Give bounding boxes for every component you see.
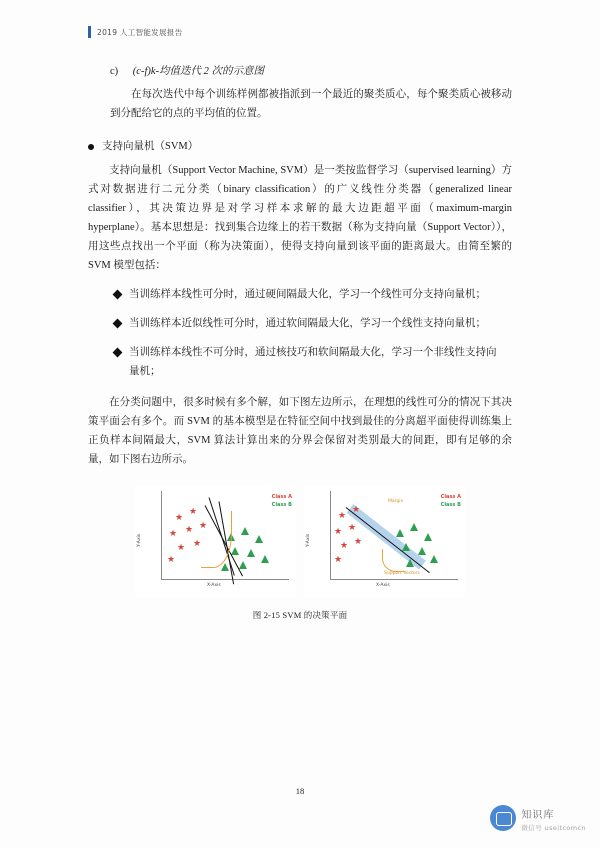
legend-item-class-a: Class A — [271, 494, 292, 500]
figure-right-plot — [304, 485, 465, 597]
data-point-class-a: ★ — [352, 504, 361, 514]
data-point-class-a: ★ — [189, 506, 198, 516]
list-item — [88, 285, 512, 304]
data-point-class-b — [406, 559, 414, 567]
data-point-class-b — [396, 529, 404, 537]
figure-2-15 — [88, 485, 512, 597]
y-axis-line — [330, 491, 331, 579]
list-item-text: 当训练样本线性不可分时，通过核技巧和软间隔最大化，学习一个非线性支持向量机； — [129, 347, 497, 377]
running-header — [88, 26, 182, 38]
annotation-margin: Margin — [388, 499, 404, 504]
watermark-subtitle: 微信号 useitcomcn — [521, 824, 586, 832]
data-point-class-a: ★ — [169, 528, 178, 538]
decision-boundary-curve — [201, 511, 232, 568]
data-point-class-a: ★ — [340, 540, 349, 550]
x-axis-line — [161, 579, 289, 580]
data-point-class-a: ★ — [199, 520, 208, 530]
data-point-class-b — [424, 533, 432, 541]
y-axis-label: Y-Axis — [306, 533, 311, 547]
legend-item-class-b: Class B — [271, 502, 292, 508]
running-header-text: 2019 人工智能发展报告 — [97, 27, 183, 37]
data-point-class-a: ★ — [334, 554, 343, 564]
data-point-class-a: ★ — [185, 524, 194, 534]
data-point-class-a: ★ — [193, 538, 202, 548]
watermark-title: 知识库 — [521, 810, 555, 821]
data-point-class-a: ★ — [348, 522, 357, 532]
x-axis-label: X-Axis — [207, 583, 221, 588]
diamond-bullet-icon — [113, 319, 123, 329]
paragraph-svm-margin: 在分类问题中，很多时候有多个解，如下图左边所示，在理想的线性可分的情况下其决策平面会有多个。而 SVM 的基本模型是在特征空间中找到最佳的分离超平面使得训练集上正负样本间隔最大，SVM 算法计算出来的分界会保留对类别最大的间距，即有足够的余量，如下图右边所示。 — [88, 397, 512, 465]
item-c-text: (c-f)k-均值迭代 2 次的示意图 — [132, 66, 265, 77]
figure-left-plot — [135, 485, 296, 597]
x-axis-line — [330, 579, 458, 580]
data-point-class-b — [241, 527, 249, 535]
bullet-svm-label: 支持向量机（SVM） — [102, 141, 199, 152]
legend-item-class-b: Class B — [440, 502, 461, 508]
data-point-class-b — [231, 547, 239, 555]
list-item — [88, 343, 512, 381]
legend-item-class-a: Class A — [440, 494, 461, 500]
annotation-leader-line — [382, 549, 405, 572]
data-point-class-b — [255, 535, 263, 543]
list-item-text: 当训练样本近似线性可分时，通过软间隔最大化，学习一个线性支持向量机； — [129, 318, 486, 329]
legend — [272, 493, 292, 509]
page-content — [88, 62, 512, 621]
data-point-class-b — [221, 563, 229, 571]
page-number: 18 — [295, 786, 305, 796]
data-point-class-a: ★ — [338, 510, 347, 520]
bullet-svm-row — [88, 137, 512, 156]
diamond-bullet-icon — [113, 348, 123, 358]
item-c-heading — [88, 62, 512, 81]
data-point-class-a: ★ — [177, 542, 186, 552]
data-point-class-b — [239, 561, 247, 569]
watermark-logo-icon — [490, 805, 516, 831]
data-point-class-b — [418, 547, 426, 555]
paragraph-kmeans: 在每次迭代中每个训练样例都被指派到一个最近的聚类质心，每个聚类质心被移动到分配给它的点的平均值的位置。 — [110, 89, 512, 119]
list-item-text: 当训练样本线性可分时，通过硬间隔最大化，学习一个线性可分支持向量机； — [129, 289, 486, 300]
data-point-class-a: ★ — [167, 554, 176, 564]
item-c-label: c) — [110, 66, 119, 77]
data-point-class-b — [261, 555, 269, 563]
diamond-bullet-icon — [113, 290, 123, 300]
watermark — [490, 805, 586, 832]
data-point-class-a: ★ — [354, 536, 363, 546]
y-axis-label: Y-Axis — [137, 533, 142, 547]
data-point-class-a: ★ — [175, 512, 184, 522]
y-axis-line — [161, 491, 162, 579]
data-point-class-b — [430, 555, 438, 563]
list-item — [88, 314, 512, 333]
x-axis-label: X-Axis — [376, 583, 390, 588]
bullet-dot-icon — [88, 144, 94, 150]
paragraph-svm-definition: 支持向量机（Support Vector Machine, SVM）是一类按监督学习（supervised learning）方式对数据进行二元分类（binary classification）的广义线性分类器（generalized linear classifier），其决策边界是对学习样本求解的最大边距超平面（maximum-margin hyperplane）。基本思想是：找到集合边缘上的若干数据（称为支持向量（Support Vector）），用这些点找出一个平面（称为决策面），使得支持向量到该平面的距离最大。由简至繁的 SVM 模型包括： — [88, 165, 512, 271]
legend — [441, 493, 461, 509]
data-point-class-b — [247, 549, 255, 557]
data-point-class-b — [410, 523, 418, 531]
data-point-class-a: ★ — [334, 526, 343, 536]
figure-caption: 图 2-15 SVM 的决策平面 — [252, 610, 348, 620]
header-accent-bar — [88, 26, 91, 38]
annotation-support-vectors: Support Vectors — [384, 571, 420, 576]
